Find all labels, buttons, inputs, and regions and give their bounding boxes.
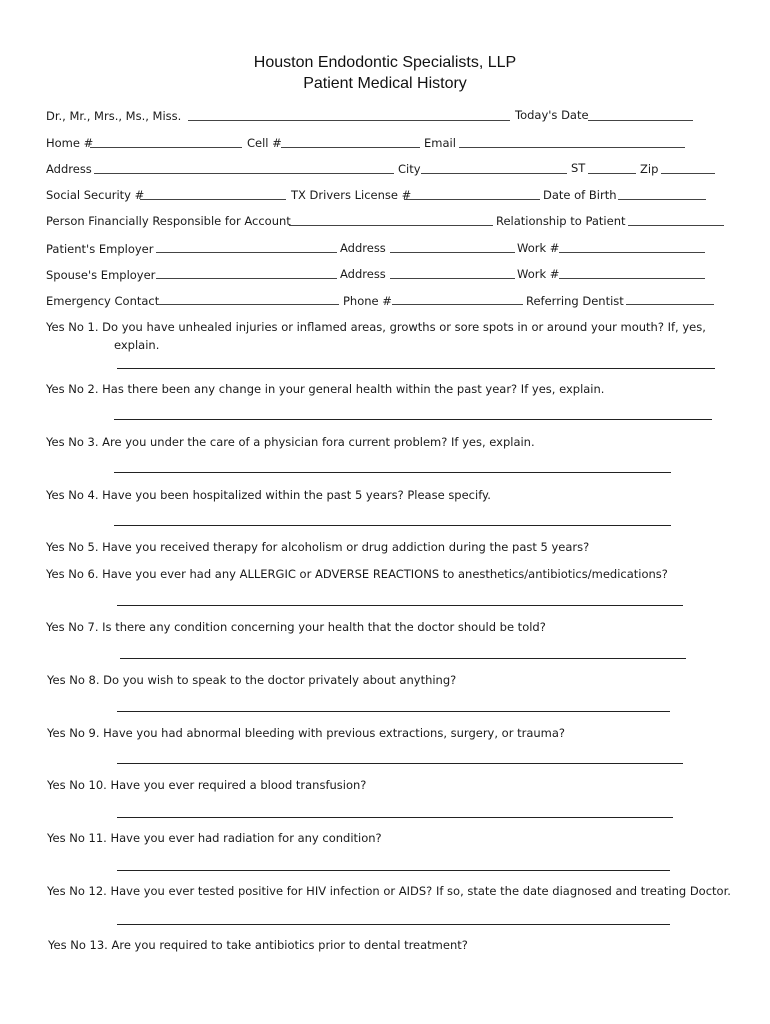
yes-option[interactable]: Yes [47,726,66,740]
question-text: 2. Has there been any change in your general health within the past year? If yes, explain. [87,382,605,396]
answer-line-3[interactable] [114,472,671,473]
yes-option[interactable]: Yes [46,435,65,449]
no-option[interactable]: No [68,488,84,502]
answer-line-9[interactable] [117,763,683,764]
yes-option[interactable]: Yes [46,320,65,334]
cell-phone-label: Cell # [247,136,282,150]
no-option[interactable]: No [69,831,85,845]
yes-option[interactable]: Yes [47,831,66,845]
yes-option[interactable]: Yes [46,540,65,554]
question-12 [47,884,731,898]
document-title: Houston Endodontic Specialists, LLP [253,54,517,71]
dob-field[interactable] [618,199,706,200]
question-text: 10. Have you ever required a blood transfusion? [88,778,367,792]
spouse-employer-address-label: Address [340,267,386,281]
yes-option[interactable]: Yes [46,620,65,634]
financial-responsible-label: Person Financially Responsible for Account [46,214,291,228]
address-field[interactable] [94,173,394,174]
state-field[interactable] [588,173,636,174]
answer-line-8[interactable] [117,711,670,712]
answer-line-2[interactable] [114,419,712,420]
question-6 [46,567,668,581]
answer-line-7[interactable] [120,658,686,659]
no-option[interactable]: No [68,620,84,634]
no-option[interactable]: No [68,567,84,581]
name-label: Dr., Mr., Mrs., Ms., Miss. [46,109,182,123]
no-option[interactable]: No [70,938,86,952]
patient-employer-address-label: Address [340,241,386,255]
no-option[interactable]: No [69,884,85,898]
financial-responsible-field[interactable] [289,225,493,226]
no-option[interactable]: No [68,435,84,449]
home-phone-field[interactable] [90,147,242,148]
no-option[interactable]: No [68,320,84,334]
question-text: 11. Have you ever had radiation for any condition? [88,831,382,845]
tx-license-label: TX Drivers License # [291,188,412,202]
name-field[interactable] [188,120,510,121]
answer-line-4[interactable] [114,525,671,526]
yes-option[interactable]: Yes [46,382,65,396]
relationship-label: Relationship to Patient [496,214,626,228]
patient-work-phone-field[interactable] [559,252,705,253]
answer-line-6[interactable] [117,605,683,606]
yes-option[interactable]: Yes [47,884,66,898]
answer-line-1[interactable] [117,368,715,369]
question-11 [47,831,382,845]
tx-license-field[interactable] [404,199,540,200]
question-text: 12. Have you ever tested positive for HIV infection or AIDS? If so, state the date diagnosed and treating Doctor. [88,884,731,898]
no-option[interactable]: No [69,726,85,740]
question-1 [46,320,706,334]
yes-option[interactable]: Yes [48,938,67,952]
patient-work-phone-label: Work # [517,241,560,255]
no-option[interactable]: No [69,778,85,792]
email-label: Email [424,136,456,150]
document-subtitle: Patient Medical History [303,75,467,92]
emergency-phone-label: Phone # [343,294,392,308]
yes-option[interactable]: Yes [47,778,66,792]
question-5 [46,540,589,554]
question-1-continued: explain. [114,338,160,352]
patient-employer-address-field[interactable] [390,252,515,253]
question-text: 4. Have you been hospitalized within the past 5 years? Please specify. [87,488,491,502]
question-7 [46,620,546,634]
relationship-field[interactable] [628,225,724,226]
question-10 [47,778,366,792]
question-text: 9. Have you had abnormal bleeding with previous extractions, surgery, or trauma? [88,726,566,740]
city-label: City [398,162,421,176]
question-2 [46,382,604,396]
answer-line-12[interactable] [117,924,670,925]
question-text: 3. Are you under the care of a physician fora current problem? If yes, explain. [87,435,535,449]
question-text: 5. Have you received therapy for alcoholism or drug addiction during the past 5 years? [87,540,590,554]
state-label: ST [571,161,586,175]
spouse-employer-label: Spouse's Employer [46,268,156,282]
question-text: 7. Is there any condition concerning your health that the doctor should be told? [87,620,546,634]
ssn-field[interactable] [140,199,286,200]
question-text: 6. Have you ever had any ALLERGIC or ADVERSE REACTIONS to anesthetics/antibiotics/medications? [87,567,668,581]
patient-employer-field[interactable] [156,252,337,253]
spouse-work-phone-field[interactable] [559,278,705,279]
no-option[interactable]: No [68,540,84,554]
emergency-contact-field[interactable] [158,304,339,305]
dob-label: Date of Birth [543,188,617,202]
question-3 [46,435,535,449]
question-8 [47,673,456,687]
cell-phone-field[interactable] [281,147,420,148]
ssn-label: Social Security # [46,188,145,202]
address-label: Address [46,162,92,176]
email-field[interactable] [459,147,685,148]
question-text: 8. Do you wish to speak to the doctor privately about anything? [88,673,457,687]
no-option[interactable]: No [69,673,85,687]
question-text: 1. Do you have unhealed injuries or inflamed areas, growths or sore spots in or around your mouth? If, yes, [87,320,706,334]
spouse-work-phone-label: Work # [517,267,560,281]
todays-date-field[interactable] [588,120,693,121]
spouse-employer-field[interactable] [156,278,337,279]
home-phone-label: Home # [46,136,94,150]
answer-line-11[interactable] [117,870,670,871]
answer-line-10[interactable] [117,817,673,818]
question-9 [47,726,565,740]
referring-dentist-label: Referring Dentist [526,294,624,308]
referring-dentist-field[interactable] [626,304,714,305]
question-text: 13. Are you required to take antibiotics prior to dental treatment? [89,938,468,952]
city-field[interactable] [421,173,567,174]
yes-option[interactable]: Yes [47,673,66,687]
emergency-phone-field[interactable] [392,304,523,305]
patient-employer-label: Patient's Employer [46,242,154,256]
question-13 [48,938,468,952]
zip-label: Zip [640,162,659,176]
yes-option[interactable]: Yes [46,567,65,581]
zip-field[interactable] [661,173,715,174]
yes-option[interactable]: Yes [46,488,65,502]
no-option[interactable]: No [68,382,84,396]
question-4 [46,488,491,502]
emergency-contact-label: Emergency Contact [46,294,160,308]
spouse-employer-address-field[interactable] [390,278,515,279]
todays-date-label: Today's Date [515,108,589,122]
